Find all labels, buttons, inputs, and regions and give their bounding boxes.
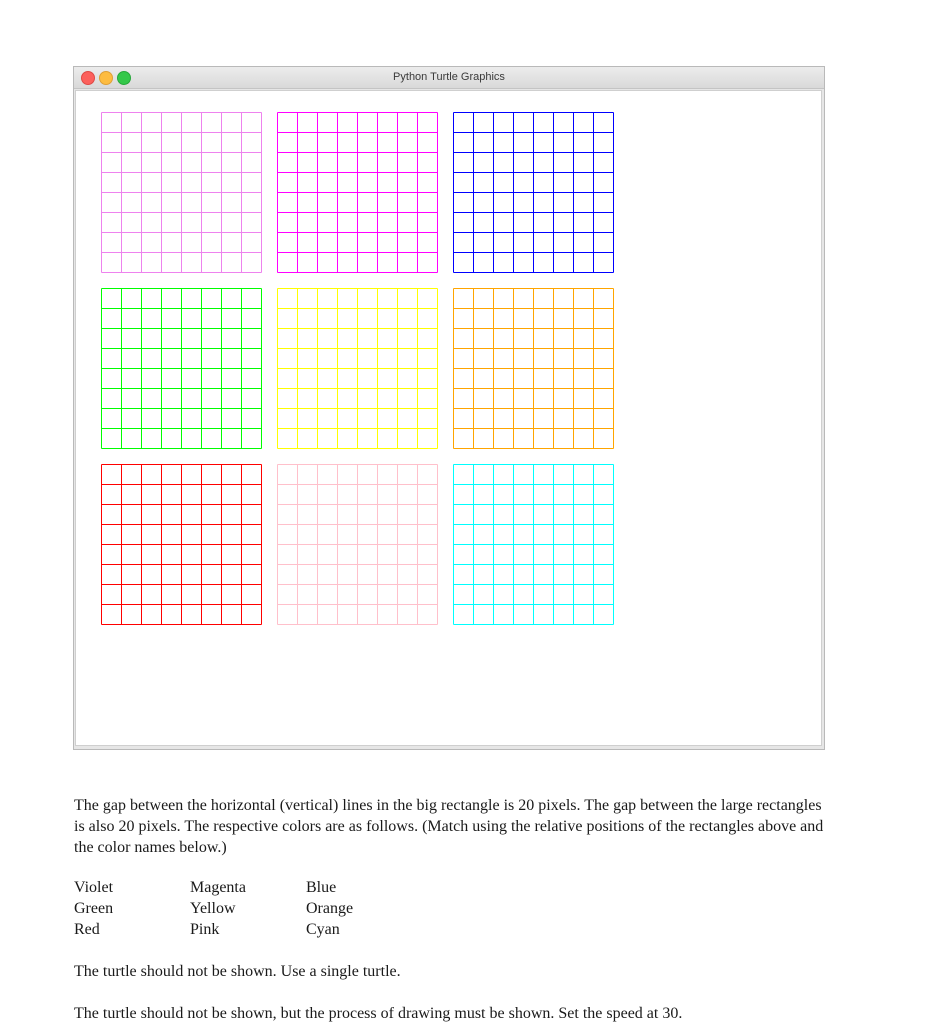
title-bar[interactable] <box>74 67 824 89</box>
color-name: Cyan <box>306 921 340 938</box>
turtle-window <box>73 66 825 750</box>
turtle-drawing <box>76 91 821 745</box>
color-name: Pink <box>190 921 220 938</box>
color-names-table <box>74 877 422 940</box>
color-name: Violet <box>74 879 114 896</box>
grid-cyan <box>454 465 614 625</box>
instructions <box>74 795 834 1024</box>
close-button[interactable] <box>81 71 95 85</box>
color-name: Magenta <box>190 879 246 896</box>
turtle-canvas[interactable] <box>75 90 822 746</box>
grid-yellow <box>278 289 438 449</box>
color-row <box>74 898 422 919</box>
grid-orange <box>454 289 614 449</box>
color-name: Orange <box>306 900 354 917</box>
color-name: Red <box>74 921 100 938</box>
note-speed: The turtle should not be shown, but the process of drawing must be shown. Set the speed at 30. <box>74 1005 683 1022</box>
zoom-button[interactable] <box>117 71 131 85</box>
grid-blue <box>454 113 614 273</box>
grid-violet <box>102 113 262 273</box>
grid-pink <box>278 465 438 625</box>
description-paragraph: The gap between the horizontal (vertical) lines in the big rectangle is 20 pixels. The gap between the large rectangles is also 20 pixels. The respective colors are as follows. (Match using the relative positions of the rectangles above and the color names below.) <box>74 797 824 856</box>
grid-magenta <box>278 113 438 273</box>
note-single-turtle: The turtle should not be shown. Use a single turtle. <box>74 963 401 980</box>
color-name: Green <box>74 900 114 917</box>
grid-red <box>102 465 262 625</box>
grid-green <box>102 289 262 449</box>
color-row <box>74 877 422 898</box>
color-row <box>74 919 422 940</box>
color-name: Yellow <box>190 900 236 917</box>
minimize-button[interactable] <box>99 71 113 85</box>
color-name: Blue <box>306 879 337 896</box>
window-title: Python Turtle Graphics <box>393 71 505 83</box>
